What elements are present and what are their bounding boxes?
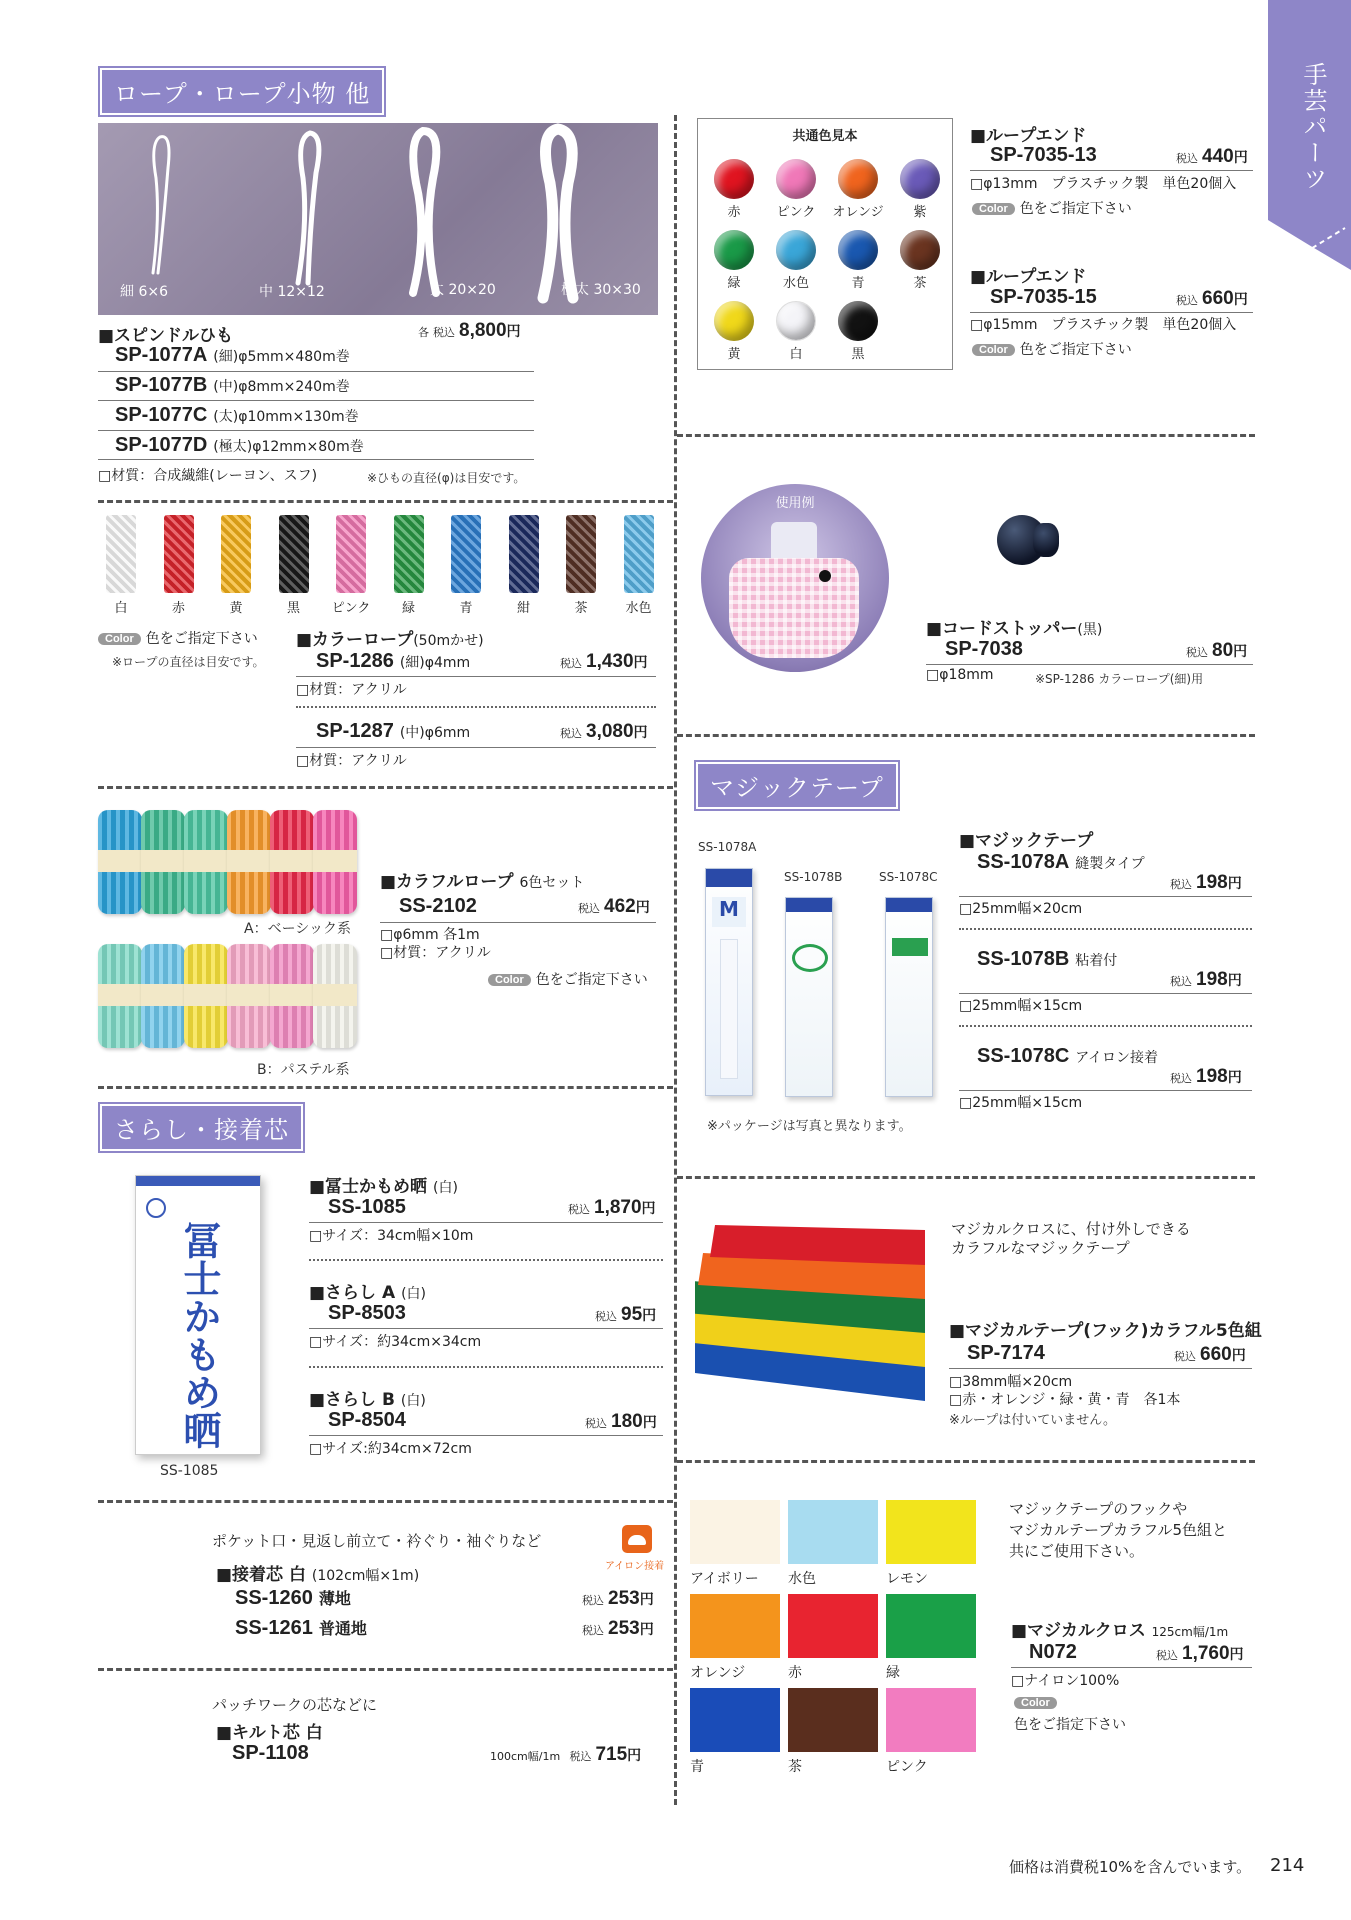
magic-tape-price: 税込 198円 <box>1170 1066 1242 1087</box>
underline <box>926 664 1253 665</box>
spindle-price: 各 税込 8,800円 <box>418 320 521 341</box>
magical-tape-spec: □赤・オレンジ・緑・黄・青 各1本 <box>949 1392 1181 1408</box>
magic-tape-price: 税込 198円 <box>1170 969 1242 990</box>
colorful-rope-bundle <box>270 810 314 914</box>
sarashi-price: 税込 180円 <box>585 1411 657 1432</box>
interfacing-title: ■接着芯 白 (102cm幅×1m) <box>216 1565 420 1585</box>
color-sample-label: 水色 <box>782 276 809 291</box>
cord-stopper-spec: □φ18mm <box>926 667 994 683</box>
magic-tape-item: SS-1078A 縫製タイプ <box>977 851 1145 873</box>
package-hang-tab <box>886 898 932 912</box>
magical-cloth-label: レモン <box>886 1571 928 1587</box>
colorful-rope-title: ■カラフルロープ 6色セット <box>380 872 585 892</box>
magic-package <box>705 868 753 1096</box>
cord-stopper-price: 税込 80円 <box>1186 640 1248 661</box>
colorful-rope-bundle <box>313 944 357 1048</box>
divider <box>677 1460 1255 1463</box>
center-divider <box>674 115 677 1805</box>
magical-cloth-swatch <box>788 1688 878 1752</box>
sarashi-spec: □サイズ：約34cm×34cm <box>309 1334 482 1350</box>
spindle-photo-label: 太 20×20 <box>430 282 496 298</box>
bundle-band <box>313 850 357 872</box>
spindle-title: ■スピンドルひも <box>98 326 234 346</box>
color-specify: Color 色をご指定下さい <box>972 339 1132 359</box>
spindle-item: SP-1077C (太)φ10mm×130m巻 <box>115 404 359 426</box>
color-sample-title: 共通色見本 <box>792 129 858 144</box>
magic-package <box>785 897 833 1097</box>
magic-package <box>885 897 933 1097</box>
divider <box>98 1500 673 1503</box>
color-sample-ball <box>714 159 754 199</box>
color-specify-text: 色をご指定下さい <box>1014 1717 1126 1733</box>
colorful-rope-code: SS-2102 <box>399 895 477 917</box>
sarashi-code: SP-8504 <box>328 1409 406 1431</box>
colorful-rope-photo-b <box>98 940 360 1052</box>
spindle-item: SP-1077B (中)φ8mm×240m巻 <box>115 374 350 396</box>
divider <box>677 734 1255 737</box>
section-title-magic-tape: マジックテープ <box>696 762 898 809</box>
sarashi-price: 税込 1,870円 <box>568 1197 656 1218</box>
color-rope-swatch-label: 緑 <box>401 601 415 616</box>
color-rope-swatch <box>451 515 481 593</box>
color-specify <box>1014 1695 1062 1711</box>
color-rope-swatch <box>221 515 251 593</box>
quilt-code: SP-1108 <box>232 1742 309 1764</box>
magical-cloth-label: オレンジ <box>690 1665 746 1681</box>
color-sample-ball <box>714 301 754 341</box>
color-specify: Color 色をご指定下さい <box>98 628 258 648</box>
color-sample-label: 緑 <box>727 276 741 291</box>
color-rope-material: □材質：アクリル <box>296 682 407 698</box>
magical-cloth-label: 赤 <box>788 1665 802 1681</box>
magical-cloth-spec: □ナイロン100% <box>1011 1673 1120 1689</box>
bundle-band <box>270 850 314 872</box>
magic-tape-spec: □25mm幅×20cm <box>959 901 1083 917</box>
underline <box>959 1090 1252 1091</box>
color-sample-label: 黄 <box>727 347 741 362</box>
color-sample-label: 赤 <box>727 205 741 220</box>
color-specify: Color 色をご指定下さい <box>488 969 648 989</box>
magical-tape-desc: マジカルクロスに、付け外しできる <box>951 1220 1191 1238</box>
colorful-rope-bundle <box>184 944 228 1048</box>
color-specify: Color 色をご指定下さい <box>972 198 1132 218</box>
package-logo: M <box>712 897 746 927</box>
color-sample-label: 紫 <box>913 205 927 220</box>
magic-photo-label: SS-1078A <box>698 840 757 854</box>
bundle-band <box>141 984 185 1006</box>
quilt-lead: パッチワークの芯などに <box>212 1696 378 1714</box>
magic-tape-item: SS-1078B 粘着付 <box>977 948 1118 970</box>
spindle-photo-label: 細 6×6 <box>120 284 168 300</box>
sarashi-price: 税込 95円 <box>595 1304 657 1325</box>
color-rope-swatch-label: 黒 <box>286 601 300 616</box>
magic-package-note: ※パッケージは写真と異なります。 <box>707 1119 912 1134</box>
color-sample-label: ピンク <box>776 205 816 220</box>
colorful-rope-bundle <box>98 944 142 1048</box>
color-sample-ball <box>714 230 754 270</box>
colorful-rope-photo-a <box>98 806 360 918</box>
cord-stopper-code: SP-7038 <box>945 638 1023 660</box>
color-badge: Color <box>972 344 1015 356</box>
spindle-item: SP-1077A (細)φ5mm×480m巻 <box>115 344 350 366</box>
color-rope-note: ※ロープの直径は目安です。 <box>112 655 265 669</box>
magical-tape-price: 税込 660円 <box>1174 1344 1246 1365</box>
color-rope-swatch-label: 白 <box>114 601 128 616</box>
colorful-rope-bundle <box>227 944 271 1048</box>
magical-cloth-label: アイボリー <box>690 1571 759 1587</box>
color-rope-swatch <box>164 515 194 593</box>
color-rope-swatch-label: 紺 <box>516 601 530 616</box>
color-rope-swatch <box>336 515 366 593</box>
bundle-band <box>227 850 271 872</box>
iron-label: アイロン接着 <box>605 1561 665 1572</box>
color-sample-label: 青 <box>851 276 865 291</box>
stopper-cap <box>1033 523 1059 557</box>
magical-tape-strips <box>695 1225 945 1405</box>
color-rope-swatch <box>624 515 654 593</box>
underline <box>98 430 534 431</box>
colorful-rope-label-b: B：パステル系 <box>257 1062 350 1078</box>
color-rope-item: SP-1286 (細)φ4mm <box>316 650 471 672</box>
usage-label: 使用例 <box>775 496 815 511</box>
color-rope-swatch <box>566 515 596 593</box>
underline <box>296 747 656 748</box>
color-badge: Color <box>972 203 1015 215</box>
side-tab-label: 手芸パーツ <box>1299 62 1327 192</box>
magical-tape-spec: □38mm幅×20cm <box>949 1374 1073 1390</box>
package-sticker <box>792 944 828 972</box>
dotted-line <box>959 928 1252 930</box>
color-sample-label: 黒 <box>851 347 865 362</box>
color-badge: Color <box>98 633 141 645</box>
colorful-rope-bundle <box>313 810 357 914</box>
color-sample-grid <box>698 119 952 369</box>
divider <box>98 500 673 503</box>
quilt-price: 100cm幅/1m 税込 715円 <box>490 1744 642 1765</box>
interfacing-price: 税込 253円 <box>582 1588 654 1609</box>
magical-cloth-swatch <box>690 1688 780 1752</box>
magical-cloth-swatch <box>886 1594 976 1658</box>
magic-tape-title: ■マジックテープ <box>959 831 1094 851</box>
loop-end-code: SP-7035-15 <box>990 286 1097 308</box>
quilt-title: ■キルト芯 白 <box>216 1723 323 1743</box>
color-sample-ball <box>838 159 878 199</box>
sarashi-title: ■さらし B (白) <box>309 1390 426 1410</box>
magical-cloth-label: 水色 <box>788 1571 816 1587</box>
loop-end-spec: □φ13mm プラスチック製 単色20個入 <box>970 176 1237 192</box>
pouch-shape <box>729 558 859 658</box>
magic-photo-label: SS-1078C <box>879 870 938 884</box>
interfacing-lead: ポケット口・見返し前立て・衿ぐり・袖ぐりなど <box>212 1532 542 1550</box>
footer-tax-note: 価格は消費税10%を含んでいます。 <box>1009 1858 1252 1876</box>
color-sample-label: 白 <box>789 347 803 362</box>
bundle-band <box>141 850 185 872</box>
magical-tape-note: ※ループは付いていません。 <box>949 1413 1117 1428</box>
dotted-line <box>959 1025 1252 1027</box>
magic-photo-label: SS-1078B <box>784 870 843 884</box>
package-sticker <box>892 938 928 956</box>
loop-end-price: 税込 440円 <box>1176 146 1248 167</box>
color-sample-ball <box>900 159 940 199</box>
dotted-line <box>309 1259 663 1261</box>
color-sample-label: オレンジ <box>832 205 884 220</box>
colorful-rope-bundle <box>141 944 185 1048</box>
color-rope-item: SP-1287 (中)φ6mm <box>316 720 471 742</box>
logo-icon <box>146 1198 166 1218</box>
package-hang-tab <box>786 898 832 912</box>
iron-icon <box>622 1525 652 1553</box>
underline <box>98 459 534 460</box>
divider <box>98 786 673 789</box>
color-sample-ball <box>776 301 816 341</box>
color-sample-ball <box>776 159 816 199</box>
magic-tape-item: SS-1078C アイロン接着 <box>977 1045 1159 1067</box>
magical-cloth-desc: マジックテープのフックや <box>1009 1500 1188 1518</box>
magical-tape-code: SP-7174 <box>967 1342 1045 1364</box>
sarashi-spec: □サイズ：34cm幅×10m <box>309 1228 474 1244</box>
magical-tape-desc: カラフルなマジックテープ <box>951 1239 1130 1257</box>
underline <box>970 312 1253 313</box>
loop-end-title: ■ループエンド <box>970 126 1087 146</box>
sarashi-spec: □サイズ:約34cm×72cm <box>309 1441 472 1457</box>
dotted-line <box>296 706 656 708</box>
color-rope-price: 税込 1,430円 <box>560 651 648 672</box>
magical-cloth-swatch <box>690 1500 780 1564</box>
divider <box>677 1176 1255 1179</box>
cord-stopper-title: ■コードストッパー(黒) <box>926 619 1103 639</box>
colorful-rope-spec: □材質：アクリル <box>380 945 491 961</box>
interfacing-item: SS-1260 薄地 <box>235 1587 351 1609</box>
underline <box>98 371 534 372</box>
bundle-band <box>184 850 228 872</box>
interfacing-item: SS-1261 普通地 <box>235 1617 367 1639</box>
sarashi-package-band <box>136 1176 260 1186</box>
bundle-band <box>227 984 271 1006</box>
underline <box>309 1222 663 1223</box>
magical-cloth-label: 青 <box>690 1759 704 1775</box>
dotted-line <box>309 1366 663 1368</box>
colorful-rope-bundle <box>184 810 228 914</box>
underline <box>959 896 1252 897</box>
magical-tape-title: ■マジカルテープ(フック)カラフル5色組 <box>949 1321 1262 1341</box>
colorful-rope-price: 税込 462円 <box>578 896 650 917</box>
colorful-rope-bundle <box>98 810 142 914</box>
page-number: 214 <box>1270 1855 1305 1876</box>
magical-cloth-price: 税込 1,760円 <box>1156 1643 1244 1664</box>
sarashi-package <box>135 1175 261 1455</box>
bottle-shape <box>771 522 817 562</box>
magical-cloth-label: ピンク <box>886 1759 928 1775</box>
color-sample-ball <box>838 230 878 270</box>
underline <box>1011 1667 1252 1668</box>
color-rope-swatches <box>98 515 668 615</box>
cord-stopper-icon <box>819 570 831 582</box>
sarashi-package-text: 冨士かもめ晒 <box>177 1221 222 1449</box>
color-rope-swatch-label: 赤 <box>171 601 185 616</box>
color-sample-ball <box>838 301 878 341</box>
color-badge: Color <box>1014 1697 1057 1709</box>
sarashi-code: SS-1085 <box>328 1196 406 1218</box>
package-hang-tab <box>706 869 752 887</box>
bundle-band <box>98 984 142 1006</box>
colorful-rope-bundle <box>227 810 271 914</box>
spindle-photo-label: 中 12×12 <box>259 284 325 300</box>
color-sample-ball <box>900 230 940 270</box>
color-rope-material: □材質：アクリル <box>296 753 407 769</box>
color-rope-swatch-label: 茶 <box>574 601 588 616</box>
loop-end-title: ■ループエンド <box>970 267 1087 287</box>
magical-cloth-label: 茶 <box>788 1759 802 1775</box>
divider <box>677 434 1255 437</box>
magical-cloth-swatch <box>886 1688 976 1752</box>
color-rope-swatch-label: 黄 <box>229 601 243 616</box>
cord-stopper-usage-photo <box>701 484 889 672</box>
magic-tape-spec: □25mm幅×15cm <box>959 1095 1083 1111</box>
color-sample-ball <box>776 230 816 270</box>
color-sample-label: 茶 <box>913 276 927 291</box>
side-tab <box>1268 0 1351 275</box>
magical-cloth-swatches <box>690 1500 990 1780</box>
loop-end-price: 税込 660円 <box>1176 288 1248 309</box>
sarashi-title: ■さらし A (白) <box>309 1283 426 1303</box>
magical-cloth-code: N072 <box>1029 1641 1077 1663</box>
color-rope-title: ■カラーロープ(50mかせ) <box>296 630 484 650</box>
magic-tape-spec: □25mm幅×15cm <box>959 998 1083 1014</box>
spindle-note: ※ひもの直径(φ)は目安です。 <box>367 471 526 485</box>
underline <box>959 993 1252 994</box>
colorful-rope-spec: □φ6mm 各1m <box>380 927 480 943</box>
colorful-rope-bundle <box>270 944 314 1048</box>
divider <box>98 1668 673 1671</box>
color-rope-swatch <box>394 515 424 593</box>
magical-cloth-swatch <box>886 1500 976 1564</box>
color-sample-box <box>697 118 953 370</box>
magical-cloth-swatch <box>788 1500 878 1564</box>
color-rope-swatch-label: ピンク <box>331 601 371 616</box>
section-title-rope: ロープ・ロープ小物 他 <box>100 68 384 115</box>
spindle-material: □材質：合成繊維(レーヨン、スフ) <box>98 468 318 484</box>
sarashi-photo-label: SS-1085 <box>160 1463 219 1479</box>
magic-tape-price: 税込 198円 <box>1170 872 1242 893</box>
magical-cloth-desc: 共にご使用下さい。 <box>1009 1542 1145 1560</box>
package-strip <box>720 939 738 1079</box>
iron-icon-shape <box>628 1535 646 1545</box>
magical-cloth-swatch <box>788 1594 878 1658</box>
cord-stopper-photo <box>995 513 1065 567</box>
magical-cloth-label: 緑 <box>886 1665 900 1681</box>
underline <box>98 400 534 401</box>
sarashi-code: SP-8503 <box>328 1302 406 1324</box>
underline <box>970 170 1253 171</box>
loop-end-spec: □φ15mm プラスチック製 単色20個入 <box>970 317 1237 333</box>
bundle-band <box>270 984 314 1006</box>
magical-cloth-swatch <box>690 1594 780 1658</box>
cord-stopper-note: ※SP-1286 カラーロープ(細)用 <box>1035 672 1204 686</box>
color-rope-swatch <box>509 515 539 593</box>
underline <box>309 1435 663 1436</box>
spindle-photo-label: 極太 30×30 <box>561 282 641 298</box>
bundle-band <box>313 984 357 1006</box>
colorful-rope-bundle <box>141 810 185 914</box>
sarashi-title: ■冨士かもめ晒 (白) <box>309 1177 458 1197</box>
color-rope-price: 税込 3,080円 <box>560 721 648 742</box>
color-rope-swatch-label: 水色 <box>625 601 652 616</box>
underline <box>949 1368 1252 1369</box>
color-rope-swatch-label: 青 <box>459 601 473 616</box>
divider <box>98 1086 673 1089</box>
color-rope-swatch <box>106 515 136 593</box>
loop-end-code: SP-7035-13 <box>990 144 1097 166</box>
underline <box>380 922 656 923</box>
bundle-band <box>98 850 142 872</box>
interfacing-price: 税込 253円 <box>582 1618 654 1639</box>
underline <box>309 1328 663 1329</box>
spindle-item: SP-1077D (極太)φ12mm×80m巻 <box>115 434 364 456</box>
color-rope-swatch <box>279 515 309 593</box>
section-title-sarashi: さらし・接着芯 <box>100 1104 303 1151</box>
color-badge: Color <box>488 974 531 986</box>
magical-cloth-desc: マジカルテープカラフル5色組と <box>1009 1521 1228 1539</box>
colorful-rope-label-a: A：ベーシック系 <box>244 921 352 937</box>
bundle-band <box>184 984 228 1006</box>
underline <box>296 676 656 677</box>
magical-cloth-title: ■マジカルクロス 125cm幅/1m <box>1011 1621 1229 1641</box>
